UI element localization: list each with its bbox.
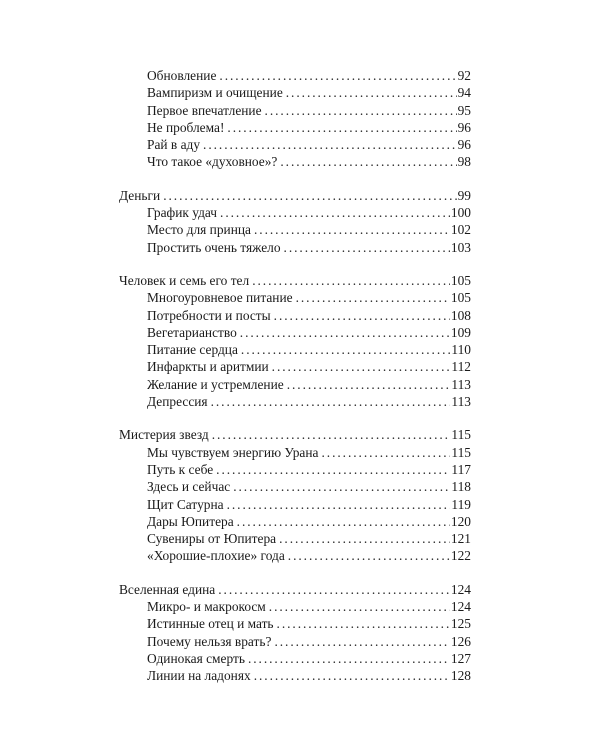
- toc-entry-title: График удач: [147, 205, 218, 221]
- toc-page-number: 108: [450, 307, 471, 323]
- toc-entry-title: Питание сердца: [147, 342, 238, 358]
- toc-subentry: [119, 598, 471, 615]
- toc-entry-title: Дары Юпитера: [147, 513, 234, 529]
- dot-leader: [241, 341, 450, 358]
- toc-subentry: [119, 513, 471, 530]
- toc-page-number: 128: [450, 668, 471, 684]
- toc-entry-title: Вегетарианство: [147, 324, 237, 340]
- toc-chapter-entry: [119, 426, 471, 443]
- dot-leader: [274, 633, 449, 650]
- toc-page-number: 92: [457, 68, 471, 83]
- toc-page-number: 121: [450, 531, 471, 547]
- dot-leader: [163, 187, 456, 204]
- dot-leader: [237, 513, 450, 530]
- toc-subentry: [119, 102, 471, 119]
- toc-page-number: 115: [451, 444, 471, 460]
- dot-leader: [286, 84, 457, 101]
- toc-page-number: 118: [451, 479, 471, 495]
- toc-subentry: [119, 393, 471, 410]
- toc-subentry: [119, 496, 471, 513]
- toc-page-number: 112: [451, 359, 471, 375]
- toc-subentry: [119, 153, 471, 170]
- toc-subentry: [119, 119, 471, 136]
- dot-leader: [269, 598, 450, 615]
- toc-page-number: 122: [450, 548, 471, 564]
- toc-entry-title: Рай в аду: [147, 137, 201, 153]
- toc-subentry: [119, 444, 471, 461]
- toc-subentry: [119, 633, 471, 650]
- toc-entry-title: Одинокая смерть: [147, 650, 245, 666]
- toc-entry-title: Обновление: [147, 68, 217, 83]
- toc-entry-title: «Хорошие-плохие» года: [147, 548, 285, 564]
- dot-leader: [279, 530, 450, 547]
- toc-subentry: [119, 341, 471, 358]
- toc-page-number: 117: [451, 461, 471, 477]
- dot-leader: [254, 221, 450, 238]
- dot-leader: [203, 136, 457, 153]
- toc-page-number: 105: [450, 272, 471, 288]
- toc-page-number: 102: [450, 222, 471, 238]
- toc-subentry: [119, 239, 471, 256]
- toc-entry-title: Человек и семь его тел: [119, 272, 250, 288]
- toc-page-number: 105: [450, 290, 471, 306]
- toc-page-number: 103: [450, 239, 471, 255]
- toc-entry-title: Первое впечатление: [147, 102, 262, 118]
- toc-chapter-entry: [119, 187, 471, 204]
- toc-subentry: [119, 307, 471, 324]
- toc-entry-title: Здесь и сейчас: [147, 479, 231, 495]
- dot-leader: [272, 358, 451, 375]
- toc-page-number: 95: [457, 102, 471, 118]
- dot-leader: [265, 102, 457, 119]
- toc-page-number: 99: [457, 187, 471, 203]
- toc-subentry: [119, 84, 471, 101]
- toc-page-number: 109: [450, 324, 471, 340]
- dot-leader: [248, 650, 450, 667]
- toc-subentry: [119, 478, 471, 495]
- toc-subentry: [119, 530, 471, 547]
- toc-page-number: 113: [451, 394, 471, 410]
- table-of-contents: [119, 67, 471, 685]
- toc-page-number: 94: [457, 85, 471, 101]
- toc-entry-title: Сувениры от Юпитера: [147, 531, 277, 547]
- dot-leader: [218, 581, 450, 598]
- dot-leader: [321, 444, 450, 461]
- toc-page-number: 115: [451, 427, 471, 443]
- dot-leader: [227, 496, 451, 513]
- toc-subentry: [119, 615, 471, 632]
- toc-chapter-entry: [119, 581, 471, 598]
- dot-leader: [220, 204, 450, 221]
- dot-leader: [252, 272, 450, 289]
- toc-page-number: 96: [457, 119, 471, 135]
- toc-entry-title: Мы чувствуем энергию Урана: [147, 444, 319, 460]
- dot-leader: [254, 667, 450, 684]
- toc-chapter-entry: [119, 272, 471, 289]
- dot-leader: [280, 153, 456, 170]
- toc-section: [119, 187, 471, 256]
- dot-leader: [216, 461, 450, 478]
- toc-subentry: [119, 461, 471, 478]
- toc-entry-title: Линии на ладонях: [147, 668, 251, 684]
- toc-page-number: 119: [451, 496, 471, 512]
- dot-leader: [219, 67, 456, 84]
- dot-leader: [288, 547, 450, 564]
- dot-leader: [227, 119, 456, 136]
- toc-page-number: 113: [451, 376, 471, 392]
- toc-entry-title: Щит Сатурна: [147, 496, 224, 512]
- toc-subentry: [119, 650, 471, 667]
- toc-page-number: 110: [451, 342, 471, 358]
- toc-entry-title: Почему нельзя врать?: [147, 633, 272, 649]
- toc-section: [119, 581, 471, 685]
- toc-entry-title: Депрессия: [147, 394, 208, 410]
- toc-entry-title: Простить очень тяжело: [147, 239, 281, 255]
- toc-entry-title: Место для принца: [147, 222, 251, 238]
- toc-page-number: 98: [457, 154, 471, 170]
- toc-entry-title: Истинные отец и мать: [147, 616, 274, 632]
- toc-entry-title: Мистерия звезд: [119, 427, 209, 443]
- dot-leader: [212, 426, 451, 443]
- toc-section: [119, 67, 471, 171]
- toc-subentry: [119, 67, 471, 84]
- toc-entry-title: Вселенная едина: [119, 581, 216, 597]
- dot-leader: [233, 478, 450, 495]
- toc-section: [119, 272, 471, 410]
- toc-subentry: [119, 358, 471, 375]
- toc-page-number: 100: [450, 205, 471, 221]
- toc-entry-title: Не проблема!: [147, 119, 225, 135]
- dot-leader: [284, 239, 450, 256]
- dot-leader: [277, 615, 450, 632]
- toc-page-number: 96: [457, 137, 471, 153]
- dot-leader: [296, 289, 450, 306]
- toc-page-number: 126: [450, 633, 471, 649]
- toc-page-number: 124: [450, 599, 471, 615]
- toc-subentry: [119, 376, 471, 393]
- toc-page-number: 120: [450, 513, 471, 529]
- toc-subentry: [119, 221, 471, 238]
- toc-subentry: [119, 136, 471, 153]
- toc-subentry: [119, 289, 471, 306]
- toc-subentry: [119, 547, 471, 564]
- toc-page-number: 124: [450, 581, 471, 597]
- toc-entry-title: Путь к себе: [147, 461, 214, 477]
- toc-entry-title: Желание и устремление: [147, 376, 284, 392]
- toc-section: [119, 426, 471, 564]
- toc-page-number: 125: [450, 616, 471, 632]
- dot-leader: [287, 376, 451, 393]
- toc-entry-title: Что такое «духовное»?: [147, 154, 278, 170]
- toc-entry-title: Потребности и посты: [147, 307, 271, 323]
- dot-leader: [211, 393, 451, 410]
- toc-entry-title: Деньги: [119, 187, 161, 203]
- dot-leader: [274, 307, 450, 324]
- toc-entry-title: Микро- и макрокосм: [147, 599, 266, 615]
- toc-entry-title: Инфаркты и аритмии: [147, 359, 269, 375]
- toc-subentry: [119, 324, 471, 341]
- toc-page-number: 127: [450, 650, 471, 666]
- toc-subentry: [119, 667, 471, 684]
- toc-entry-title: Вампиризм и очищение: [147, 85, 283, 101]
- toc-subentry: [119, 204, 471, 221]
- dot-leader: [240, 324, 450, 341]
- toc-entry-title: Многоуровневое питание: [147, 290, 293, 306]
